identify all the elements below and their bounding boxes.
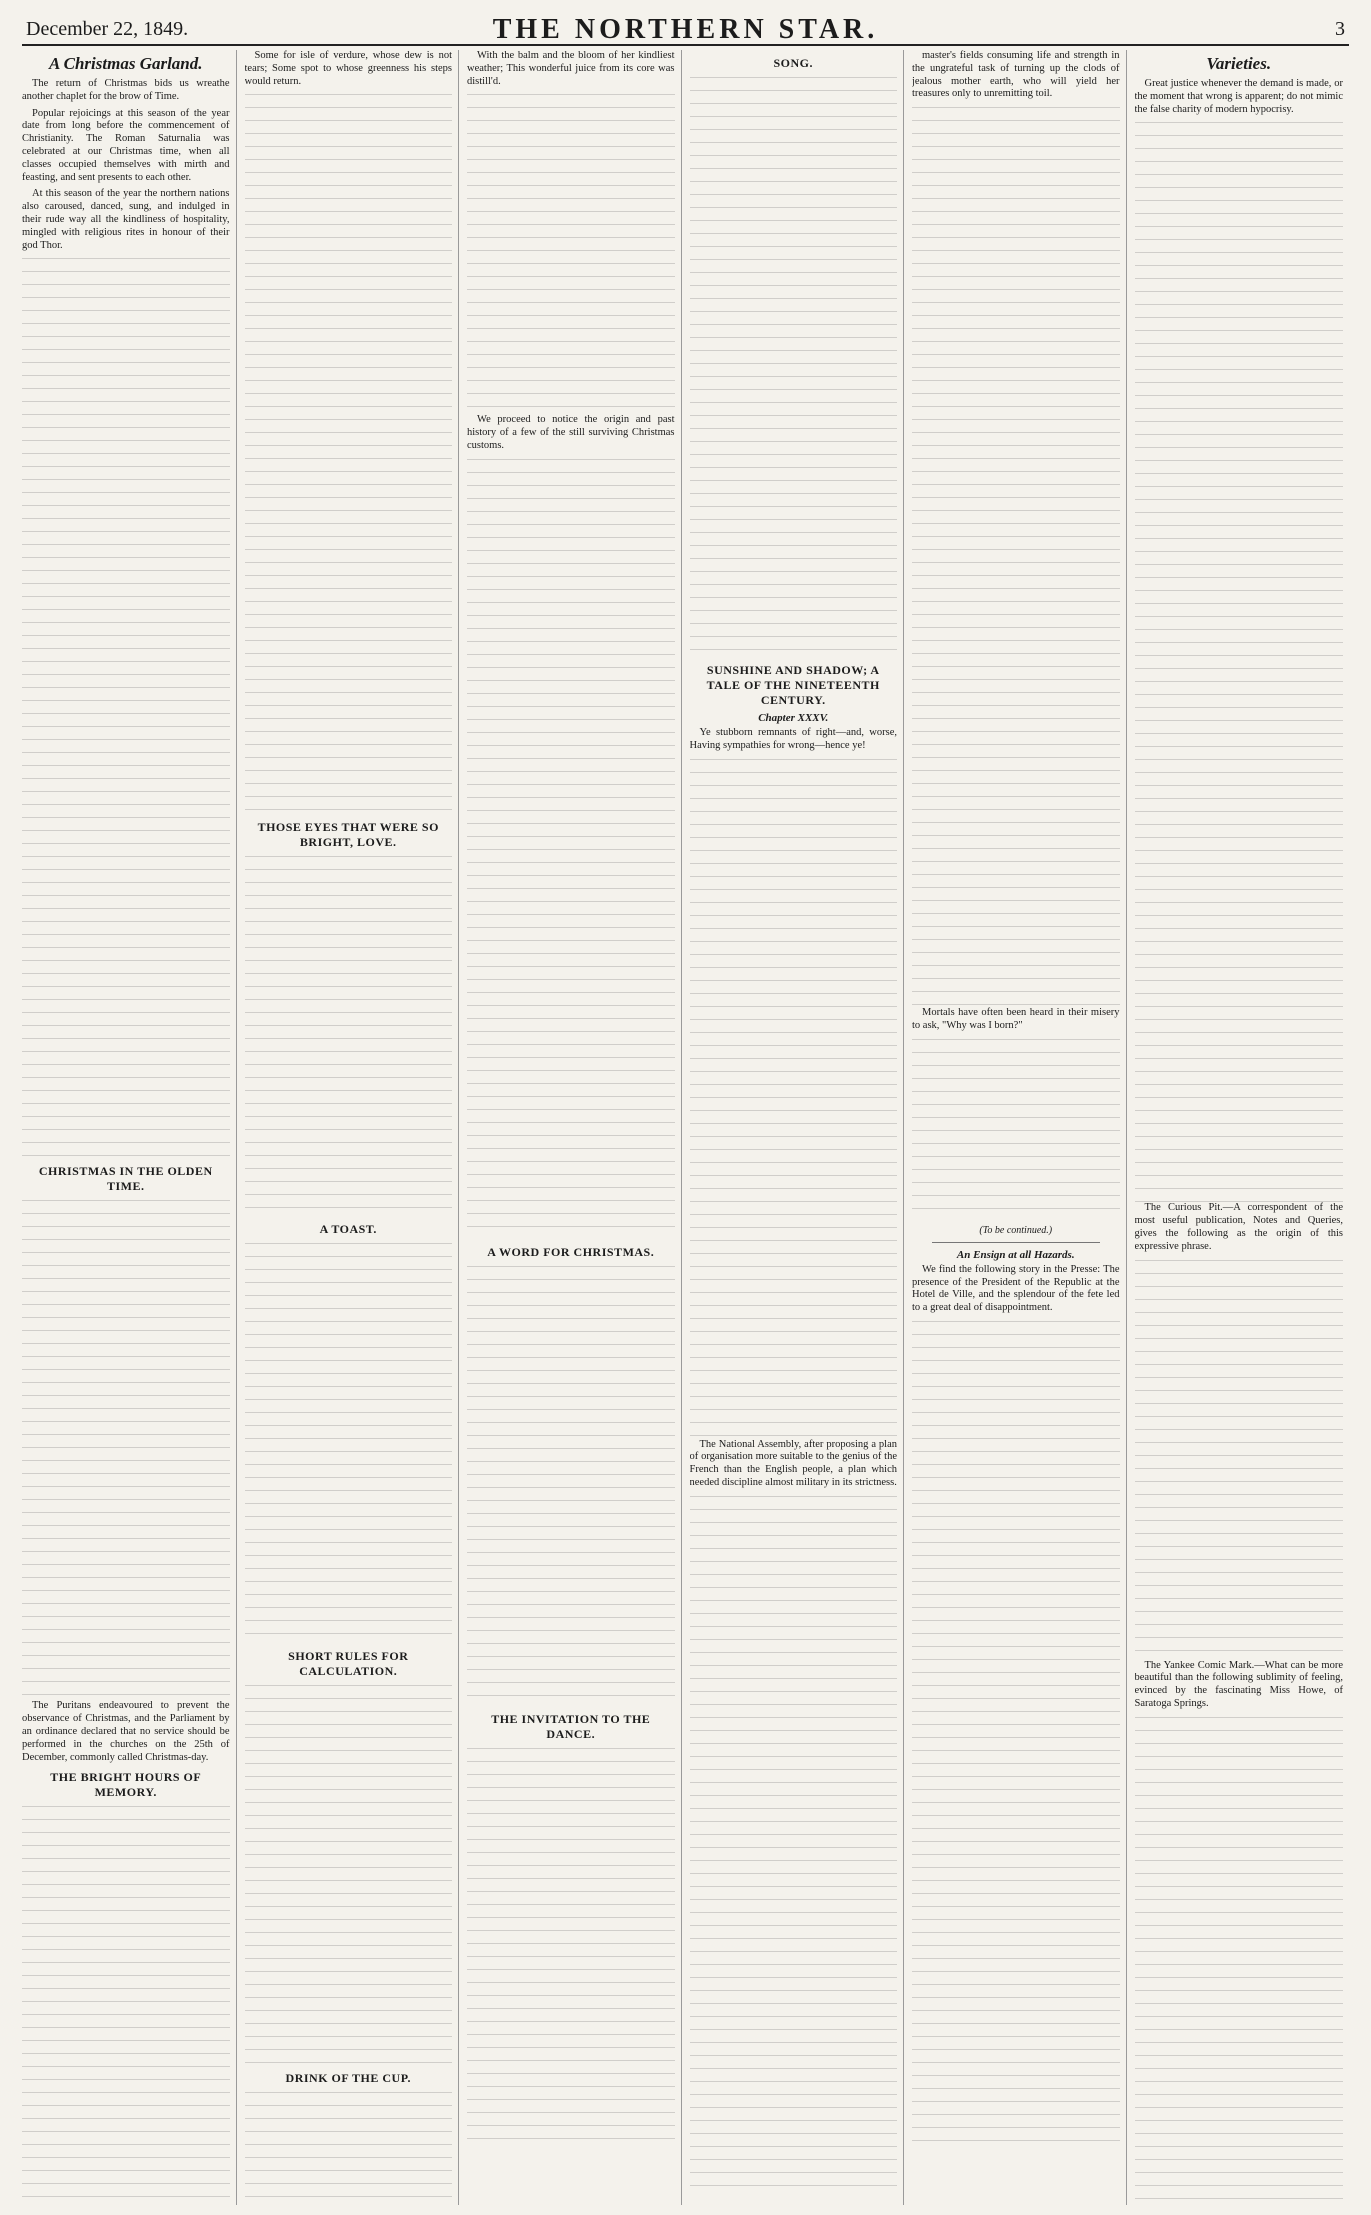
poem-title: THOSE EYES THAT WERE SO BRIGHT, LOVE. [257,820,439,850]
article-paragraph: master's fields consuming life and strength in the ungrateful task of turning up the clods of jealous mother earth, who will yield her treasures only to unremitting toil. [912,50,1120,100]
article-text-block [1135,1717,1344,2205]
article-paragraph: At this season of the year the northern nations also caroused, danced, sung, and indulged in their rude way all the kindliness of hospitality, mingled with religious rites in honour of their god Thor. [22,188,230,251]
article-text-block [245,1685,453,2065]
masthead [22,10,1349,46]
subheading: SHORT RULES FOR CALCULATION. [288,1649,409,1679]
article-paragraph: With the balm and the bloom of her kindliest weather; This wonderful juice from its core was distill'd. [467,50,675,87]
article-paragraph: We proceed to notice the origin and past history of a few of the still surviving Christmas customs. [467,414,675,451]
article-paragraph: The Puritans endeavoured to prevent the observance of Christmas, and the Parliament by an ordinance declared that no service should be performed in the churches on the 25th of December, commonly called Christmas-day. [22,1700,230,1763]
poem-title: THE BRIGHT HOURS OF MEMORY. [50,1770,202,1800]
article-paragraph: Great justice whenever the demand is made, or the moment that wrong is apparent; do not mimic the false charity of modern hypocrisy. [1134,78,1343,115]
item-title: An Ensign at all Hazards. [956,1248,1075,1261]
newspaper-title: THE NORTHERN STAR. [492,14,879,45]
poem-title: DRINK OF THE CUP. [285,2071,411,2086]
poem-text-block [467,1266,675,1706]
article-text-block [690,1496,898,2196]
continued-note: (To be continued.) [979,1224,1053,1236]
article-text-block [912,107,1120,1007]
poem-text-block [245,94,453,814]
article-paragraph: Popular rejoicings at this season of the year date from long before the commencement of Christianity. The Roman Saturnalia was celebrated at our Christmas time, when all classes occupied themselves with mirth and feasting, and sent presents to each other. [22,107,230,183]
poem-title: SONG. [773,56,813,70]
article-paragraph: The National Assembly, after proposing a plan of organisation more suitable to the genius of the French than the English people, a plan which needed discipline almost military in its strictness. [689,1438,897,1488]
serial-title: SUNSHINE AND SHADOW; A TALE OF THE NINETEENTH CENTURY. [706,663,880,707]
article-paragraph: The Yankee Comic Mark.—What can be more beautiful than the following sublimity of feeling, evinced by the fascinating Miss Howe, of Saratoga Springs. [1134,1659,1343,1709]
section-heading: A Christmas Garland. [48,54,203,73]
article-paragraph: Mortals have often been heard in their misery to ask, "Why was I born?" [912,1007,1120,1031]
article-paragraph: Some for isle of verdure, whose dew is not tears; Some spot to whose greenness his steps would return. [244,50,452,87]
article-columns [22,50,1349,2205]
column-3 [467,50,682,2205]
poem-title: THE INVITATION TO THE DANCE. [491,1711,651,1741]
article-text-block [467,459,675,1239]
article-text-block [1135,122,1344,1202]
article-text-block [1135,1260,1344,1660]
poem-text-block [245,1243,453,1643]
poem-text-block [690,77,898,657]
column-6 [1135,50,1350,2205]
article-text-block [22,258,230,1158]
article-paragraph: The return of Christmas bids us wreathe another chaplet for the brow of Time. [22,78,230,102]
poem-text-block [245,2092,453,2205]
poem-text-block [245,856,453,1216]
poem-title: A WORD FOR CHRISTMAS. [487,1244,655,1259]
article-text-block [22,1200,230,1700]
article-paragraph: The Curious Pit.—A correspondent of the most useful publication, Notes and Queries, gives the following as the origin of this expressive phrase. [1134,1202,1343,1252]
page-number: 3 [1335,18,1345,40]
issue-date: December 22, 1849. [26,18,189,40]
article-paragraph: We find the following story in the Presse: The presence of the President of the Republic at the Hotel de Ville, and the splendour of the fete led to a great deal of disappointment. [912,1263,1120,1314]
article-text-block [912,1321,1120,2141]
subheading: CHRISTMAS IN THE OLDEN TIME. [38,1164,213,1194]
poem-title: A TOAST. [319,1222,377,1237]
chapter-label: Chapter XXXV. [758,712,829,724]
column-5 [912,50,1127,2205]
article-text-block [912,1039,1120,1219]
poem-text-block [467,94,675,414]
article-paragraph: Ye stubborn remnants of right—and, worse, Having sympathies for wrong—hence ye! [689,727,897,751]
column-4 [690,50,905,2205]
poem-text-block [467,1748,675,2148]
poem-text-block [22,1806,230,2205]
section-heading: Varieties. [1206,54,1272,73]
column-2 [245,50,460,2205]
article-text-block [690,759,898,1439]
divider [932,1242,1100,1243]
column-1 [22,50,237,2205]
